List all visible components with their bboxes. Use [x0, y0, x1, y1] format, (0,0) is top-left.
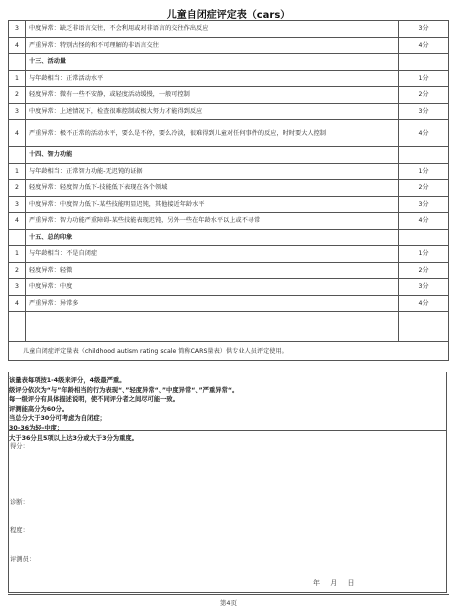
score-table [8, 20, 449, 361]
section-blank-cell [9, 54, 26, 71]
item-number: 1 [9, 163, 26, 180]
section-blank-cell [399, 147, 449, 164]
item-description: 轻度异常：微有一些不安静，或轻度活动缓慢，一般可控制 [26, 87, 399, 104]
table-row [9, 37, 449, 54]
item-number: 4 [9, 295, 26, 312]
table-note-row [9, 342, 449, 361]
section-header-row [9, 54, 449, 71]
item-number: 1 [9, 246, 26, 263]
item-description: 严重异常：智力功能严重障碍-某些技能表现迟钝，另外一些在年龄水平以上或不寻常 [26, 213, 399, 230]
table-row [9, 87, 449, 104]
section-blank-cell [9, 229, 26, 246]
rule-line: 该量表每项按1-4级来评分，4级最严重。 [9, 377, 126, 384]
page-number: 第4页 [219, 599, 238, 607]
scoring-rules [8, 372, 447, 442]
item-description: 严重异常：极不正常的活动水平，要么是不停，要么冷淡，很难得到儿童对任何事件的反应，时时要大人控制 [26, 120, 399, 147]
item-description: 中度异常：中度 [26, 279, 399, 296]
item-score: 3分 [399, 279, 449, 296]
item-number: 1 [9, 70, 26, 87]
blank-row [9, 312, 449, 342]
item-description: 中度异常：上述情况下，检查很难控制或极大努力才能得到反应 [26, 103, 399, 120]
page-title: 儿童自闭症评定表（cars） [166, 10, 291, 21]
item-score: 4分 [399, 295, 449, 312]
table-row [9, 21, 449, 38]
rule-line: 大于36分且5项以上达3分或大于3分为重度。 [9, 434, 138, 442]
table-row [9, 262, 449, 279]
item-number: 2 [9, 180, 26, 197]
item-score: 2分 [399, 180, 449, 197]
section-header-row [9, 147, 449, 164]
item-description: 严重异常：异常多 [26, 295, 399, 312]
item-number: 3 [9, 196, 26, 213]
rule-line: 每一级评分有具体描述说明，使不同评分者之间尽可能一致。 [9, 396, 180, 404]
item-description: 轻度异常：轻度智力低下-技能低下表现在各个领域 [26, 180, 399, 197]
item-score: 1分 [399, 70, 449, 87]
rule-line: 30-36为轻-中度； [9, 424, 64, 432]
footer-divider [8, 594, 449, 595]
table-note: 儿童自闭症评定量表（childhood autism rating scale 简称CARS量表）供专业人员评定使用。 [9, 342, 449, 361]
table-row [9, 246, 449, 263]
rule-line: 级评分依次为“与”年龄相当的行为表现“、”轻度异常“、”中度异常“、”严重异常“。 [9, 386, 239, 394]
rule-line: 评测能高分为60分。 [9, 405, 69, 413]
item-number: 2 [9, 262, 26, 279]
item-score: 3分 [399, 21, 449, 38]
table-row [9, 279, 449, 296]
section-title: 十三、活动量 [26, 54, 399, 71]
section-blank-cell [9, 147, 26, 164]
item-number: 3 [9, 21, 26, 38]
item-description: 轻度异常：轻微 [26, 262, 399, 279]
item-description: 与年龄相当：正常智力功能-无迟钝的证据 [26, 163, 399, 180]
diagnosis-field-label: 诊断： [10, 499, 29, 506]
section-header-row [9, 229, 449, 246]
table-row [9, 213, 449, 230]
table-row [9, 196, 449, 213]
blank-cell [399, 312, 449, 342]
item-score: 1分 [399, 246, 449, 263]
item-score: 4分 [399, 213, 449, 230]
item-number: 2 [9, 87, 26, 104]
degree-field-label: 程度： [10, 527, 29, 534]
item-description: 与年龄相当：不是自闭症 [26, 246, 399, 263]
item-description: 中度异常：缺乏非语言交往，不会利用或对非语言的交往作出反应 [26, 21, 399, 38]
table-row [9, 120, 449, 147]
rule-line: 当总分大于30分可考虑为自闭症； [9, 415, 106, 423]
item-description: 中度异常：中度智力低下-某些技能明显迟钝，其他接近年龄水平 [26, 196, 399, 213]
section-blank-cell [399, 54, 449, 71]
result-fields [8, 430, 447, 593]
item-score: 3分 [399, 103, 449, 120]
table-row [9, 163, 449, 180]
item-score: 2分 [399, 87, 449, 104]
score-field-label: 得分： [10, 443, 29, 450]
item-number: 3 [9, 103, 26, 120]
item-score: 3分 [399, 196, 449, 213]
item-score: 1分 [399, 163, 449, 180]
section-blank-cell [399, 229, 449, 246]
item-description: 严重异常：特别古怪的和不可理解的非语言交往 [26, 37, 399, 54]
item-score: 2分 [399, 262, 449, 279]
blank-cell [9, 312, 26, 342]
item-score: 4分 [399, 120, 449, 147]
item-number: 4 [9, 37, 26, 54]
table-row [9, 103, 449, 120]
item-number: 3 [9, 279, 26, 296]
item-number: 4 [9, 120, 26, 147]
date-field-label: 年 月 日 [313, 579, 355, 587]
item-description: 与年龄相当：正常活动水平 [26, 70, 399, 87]
table-row [9, 295, 449, 312]
item-number: 4 [9, 213, 26, 230]
section-title: 十四、智力功能 [26, 147, 399, 164]
section-title: 十五、总的印象 [26, 229, 399, 246]
rater-field-label: 评测员： [10, 556, 36, 563]
table-row [9, 70, 449, 87]
blank-cell [26, 312, 399, 342]
table-row [9, 180, 449, 197]
item-score: 4分 [399, 37, 449, 54]
